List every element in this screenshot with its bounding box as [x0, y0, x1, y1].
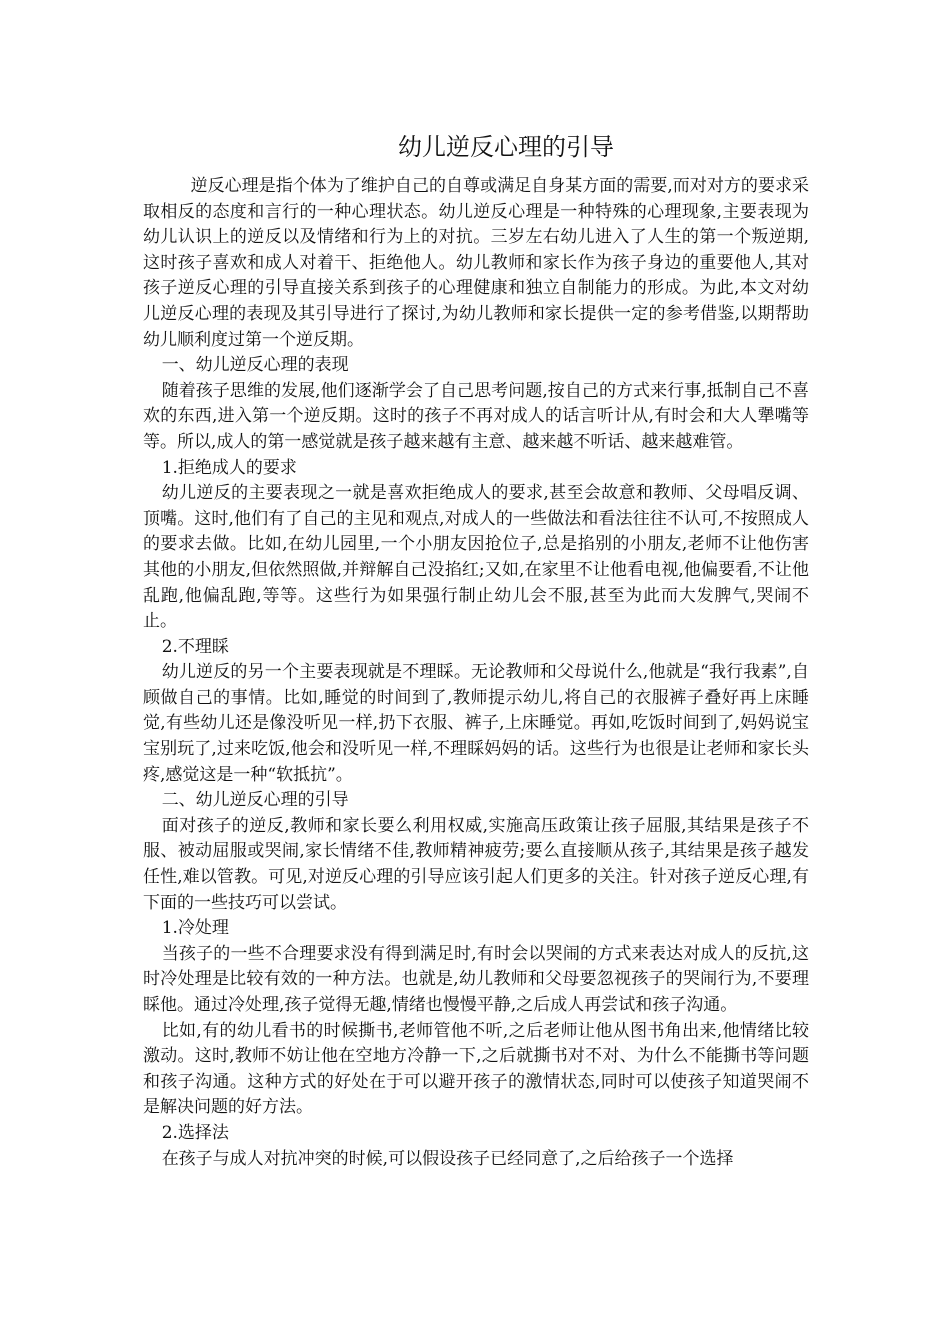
section-heading: 二、幼儿逆反心理的引导 [161, 790, 349, 811]
body-paragraph: 当孩子的一些不合理要求没有得到满足时,有时会以哭闹的方式来表达对成人的反抗,这时冷处理是比较有效的一种方法。也就是,幼儿教师和父母要忽视孩子的哭闹行为,不要理睬他。通过冷处理,孩子觉得无趣,情绪也慢慢平静,之后成人再尝试和孩子沟通。 [143, 943, 809, 1015]
body-paragraph: 比如,有的幼儿看书的时候撕书,老师管他不听,之后老师让他从图书角出来,他情绪比较激动。这时,教师不妨让他在空地方冷静一下,之后就撕书对不对、为什么不能撕书等问题和孩子沟通。这种方式的好处在于可以避开孩子的激情状态,同时可以使孩子知道哭闹不是解决问题的好方法。 [143, 1020, 809, 1118]
body-paragraph: 幼儿逆反的另一个主要表现就是不理睬。无论教师和父母说什么,他就是“我行我素”,自顾做自己的事情。比如,睡觉的时间到了,教师提示幼儿,将自己的衣服裤子叠好再上床睡觉,有些幼儿还是像没听见一样,扔下衣服、裤子,上床睡觉。再如,吃饭时间到了,妈妈说宝宝别玩了,过来吃饭,他会和没听见一样,不理睬妈妈的话。这些行为也很是让老师和家长头疼,感觉这是一种“软抵抗”。 [143, 662, 809, 785]
section-heading: 一、幼儿逆反心理的表现 [161, 355, 349, 376]
body-paragraph: 在孩子与成人对抗冲突的时候,可以假设孩子已经同意了,之后给孩子一个选择 [161, 1148, 734, 1169]
document-page [143, 130, 809, 1172]
section-heading: 2.不理睬 [161, 636, 229, 657]
body-paragraph: 幼儿逆反的主要表现之一就是喜欢拒绝成人的要求,甚至会故意和教师、父母唱反调、顶嘴。这时,他们有了自己的主见和观点,对成人的一些做法和看法往往不认可,不按照成人的要求去做。比如,在幼儿园里,一个小朋友因抢位子,总是掐别的小朋友,老师不让他伤害其他的小朋友,但依然照做,并辩解自己没掐红;又如,在家里不让他看电视,他偏要看,不让他乱跑,他偏乱跑,等等。这些行为如果强行制止幼儿会不服,甚至为此而大发脾气,哭闹不止。 [143, 483, 809, 632]
body-paragraph: 面对孩子的逆反,教师和家长要么利用权威,实施高压政策让孩子屈服,其结果是孩子不服、被动屈服或哭闹,家长情绪不佳,教师精神疲劳;要么直接顺从孩子,其结果是孩子越发任性,难以管教。可见,对逆反心理的引导应该引起人们更多的关注。针对孩子逆反心理,有下面的一些技巧可以尝试。 [143, 815, 809, 913]
document-title: 幼儿逆反心理的引导 [398, 133, 614, 161]
section-heading: 1.拒绝成人的要求 [161, 457, 297, 478]
body-paragraph: 随着孩子思维的发展,他们逐渐学会了自己思考问题,按自己的方式来行事,抵制自己不喜欢的东西,进入第一个逆反期。这时的孩子不再对成人的话言听计从,有时会和大人犟嘴等等。所以,成人的第一感觉就是孩子越来越有主意、越来越不听话、越来越难管。 [143, 380, 809, 452]
body-paragraph: 逆反心理是指个体为了维护自己的自尊或满足自身某方面的需要,而对对方的要求采取相反的态度和言行的一种心理状态。幼儿逆反心理是一种特殊的心理现象,主要表现为幼儿认识上的逆反以及情绪和行为上的对抗。三岁左右幼儿进入了人生的第一个叛逆期,这时孩子喜欢和成人对着干、拒绝他人。幼儿教师和家长作为孩子身边的重要他人,其对孩子逆反心理的引导直接关系到孩子的心理健康和独立自制能力的形成。为此,本文对幼儿逆反心理的表现及其引导进行了探讨,为幼儿教师和家长提供一定的参考借鉴,以期帮助幼儿顺利度过第一个逆反期。 [143, 176, 809, 350]
section-heading: 1.冷处理 [161, 918, 229, 939]
document-body [143, 174, 809, 1172]
section-heading: 2.选择法 [161, 1122, 229, 1143]
